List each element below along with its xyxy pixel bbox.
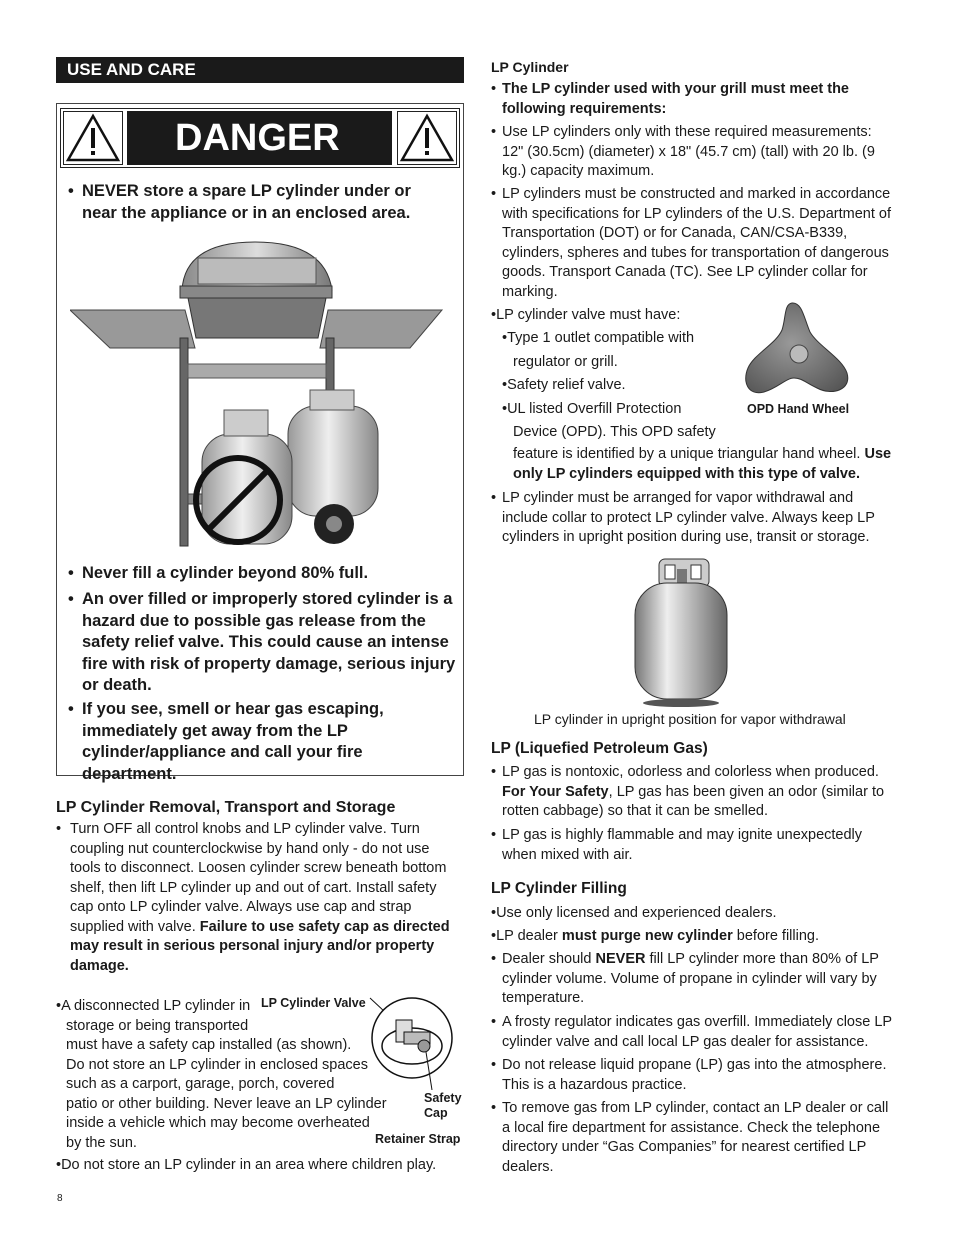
req-opd-detail: feature is identified by a unique triangular hand wheel. Use only LP cylinders equipped with this type of valve. xyxy=(513,446,892,482)
lp-gas-heading: LP (Liquefied Petroleum Gas) xyxy=(491,740,708,757)
removal-paragraph-2: •A disconnected LP cylinder in storage or being transported must have a safety cap installed (as shown). Do not store an LP cylinder in enclosed spaces such as a carport, garage, porch, covered patio or other building. Never leave an LP cylinder inside a vehicle which may become overheated by the sun. xyxy=(56,998,387,1151)
req-valve-list: •Type 1 outlet compatible with regulator or grill. •Safety relief valve. •UL listed Overfill Protection Device (OPD). This OPD safety xyxy=(502,330,716,440)
lp-gas-paragraph-2: • LP gas is highly flammable and may ignite unexpectedly when mixed with air. xyxy=(491,827,863,863)
req-dot-specs: • LP cylinders must be constructed and marked in accordance with specifications for LP cylinders of the U.S. Department of Transportation (DOT) or for Canada, CAN/CSA-B339, cylinders, spheres and tubes for transportation of dangerous goods. Transport Canada (TC). See LP cylinder collar for marking. xyxy=(491,186,891,300)
removal-paragraph-1: • Turn OFF all control knobs and LP cylinder valve. Turn coupling nut counterclockwise by hand only - do not use tools to disconnect. Loosen cylinder screw beneath bottom shelf, then lift LP cylinder up and out of cart. Install safety cap onto LP cylinder valve. Always use cap and strap supplied with valve. Failure to use safety cap as directed may result in serious personal injury and/or property damage. xyxy=(56,821,450,974)
cylinder-caption: LP cylinder in upright position for vapor withdrawal xyxy=(534,711,846,727)
danger-bullet-3: • An over filled or improperly stored cylinder is a hazard due to possible gas release from the safety relief valve. This could cause an intense fire with risk of property damage, serious injury or death. xyxy=(68,590,456,694)
danger-banner xyxy=(60,108,460,168)
requirements-intro: • The LP cylinder used with your grill must meet the following requirements: xyxy=(491,81,849,117)
filling-2: •LP dealer must purge new cylinder before filling. xyxy=(491,928,819,944)
removal-heading: LP Cylinder Removal, Transport and Storage xyxy=(56,799,396,816)
req-measurements: • Use LP cylinders only with these required measurements: 12" (30.5cm) (diameter) x 18" (45.7 cm) (tall) with 20 lb. (9 kg.) capacity maximum. xyxy=(491,124,875,179)
danger-title: DANGER xyxy=(127,111,392,165)
filling-heading: LP Cylinder Filling xyxy=(491,880,627,897)
filling-4: • A frosty regulator indicates gas overfill. Immediately close LP cylinder valve and call local LP gas dealer for assistance. xyxy=(491,1014,892,1050)
danger-bullet-1: • NEVER store a spare LP cylinder under or near the appliance or in an enclosed area. xyxy=(68,182,411,222)
filling-1: •Use only licensed and experienced dealers. xyxy=(491,905,777,921)
filling-6: • To remove gas from LP cylinder, contact an LP dealer or call a local fire department for assistance. Check the telephone directory under “Gas Companies” for nearest certified LP dealers. xyxy=(491,1100,889,1175)
safety-cap-diagram xyxy=(360,990,460,1090)
label-lp-cylinder-valve: LP Cylinder Valve xyxy=(261,996,366,1010)
req-vapor-withdrawal: • LP cylinder must be arranged for vapor withdrawal and include collar to protect LP cylinder valve. Always keep LP cylinders in upright position during use, transit or storage. xyxy=(491,490,875,545)
label-safety-cap: Safety Cap xyxy=(424,1091,462,1120)
opd-label: OPD Hand Wheel xyxy=(747,402,850,416)
grill-illustration xyxy=(70,238,450,550)
section-title: USE AND CARE xyxy=(56,57,464,83)
filling-3: • Dealer should NEVER fill LP cylinder more than 80% of LP cylinder volume. Volume of propane in cylinder will vary by temperature. xyxy=(491,951,879,1006)
opd-hand-wheel-illustration xyxy=(742,298,854,398)
removal-paragraph-3: •Do not store an LP cylinder in an area where children play. xyxy=(56,1157,437,1173)
filling-5: • Do not release liquid propane (LP) gas into the atmosphere. This is a hazardous practice. xyxy=(491,1057,887,1093)
warning-icon-left xyxy=(63,111,123,165)
danger-bullet-4: • If you see, smell or hear gas escaping, immediately get away from the LP cylinder/appliance and call your fire department. xyxy=(68,700,384,783)
lp-gas-paragraph-1: • LP gas is nontoxic, odorless and colorless when produced. For Your Safety, LP gas has been given an odor (similar to rotten cabbage) so that it can be smelled. xyxy=(491,764,885,819)
req-valve-intro: •LP cylinder valve must have: xyxy=(491,307,681,323)
label-retainer-strap: Retainer Strap xyxy=(375,1132,461,1146)
lp-cylinder-heading: LP Cylinder xyxy=(491,59,569,75)
page-number: 8 xyxy=(57,1193,63,1204)
upright-cylinder-illustration xyxy=(625,557,735,707)
warning-icon-right xyxy=(397,111,457,165)
danger-bullet-2: • Never fill a cylinder beyond 80% full. xyxy=(68,564,369,582)
